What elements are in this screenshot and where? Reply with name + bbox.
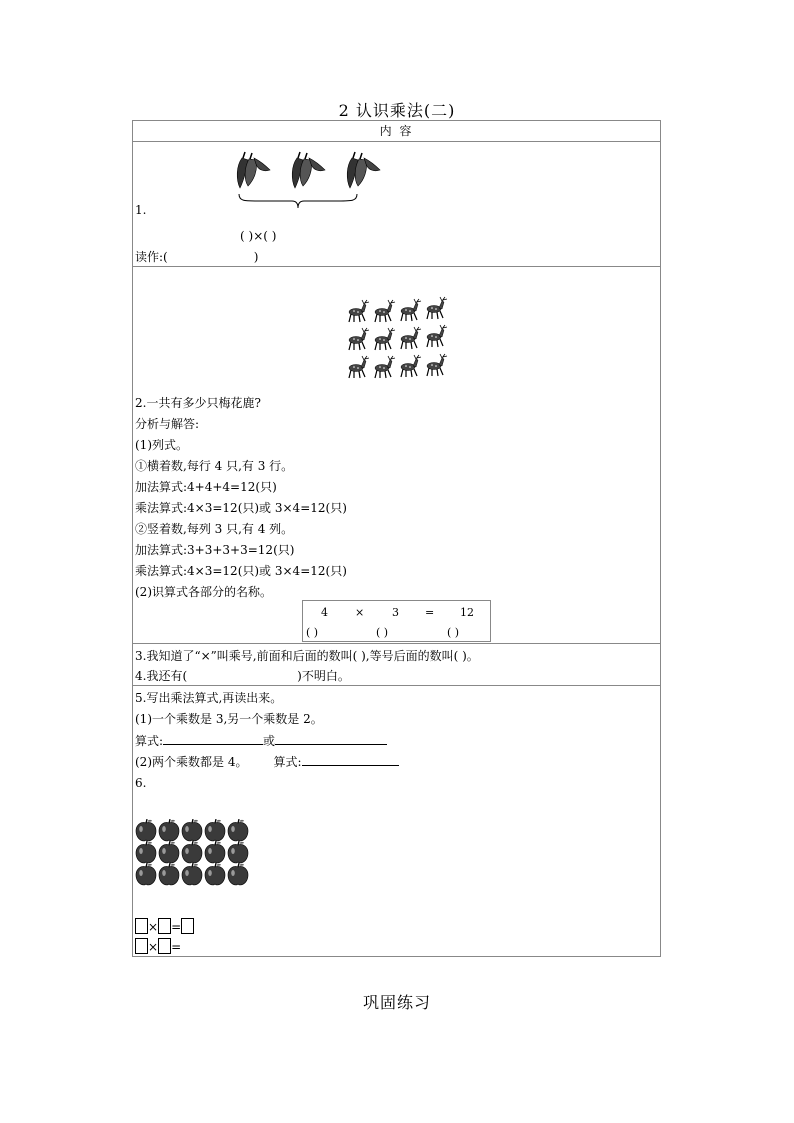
table-header: 内 容 <box>379 124 414 138</box>
q6-formula-2: × = <box>135 938 181 956</box>
q5-part1-formula: 算式: 或 <box>135 733 387 748</box>
divider <box>132 643 661 644</box>
q2-line: ①横着数,每行 4 只,有 3 行。 <box>135 459 294 473</box>
q4-line: 4.我还有( )不明白。 <box>135 669 350 683</box>
answer-box[interactable] <box>158 918 171 934</box>
q5-part1: (1)一个乘数是 3,另一个乘数是 2。 <box>135 712 323 726</box>
q2-line: 2.一共有多少只梅花鹿? <box>135 396 261 410</box>
divider <box>132 266 661 267</box>
divider <box>132 685 661 686</box>
q2-line: ②竖着数,每列 3 只,有 4 列。 <box>135 522 294 536</box>
q2-line: 乘法算式:4×3=12(只)或 3×4=12(只) <box>135 501 347 515</box>
q1-factor-blank[interactable]: ( ) <box>263 229 277 243</box>
q2-line: 分析与解答: <box>135 417 200 431</box>
answer-blank[interactable] <box>302 754 399 766</box>
q5-title: 5.写出乘法算式,再读出来。 <box>135 691 283 705</box>
part-name-blank[interactable]: ( ) <box>447 626 460 639</box>
q6-formula-1: × = <box>135 918 194 936</box>
page-title: 2 认识乘法(二) <box>338 101 456 120</box>
q2-line: 加法算式:4+4+4=12(只) <box>135 480 277 494</box>
section-footer: 巩固练习 <box>362 993 431 1012</box>
answer-box[interactable] <box>135 938 148 954</box>
answer-blank[interactable] <box>275 733 387 745</box>
part-name-blank[interactable]: ( ) <box>306 626 319 639</box>
pepper-picture <box>234 150 384 195</box>
part-name-blank[interactable]: ( ) <box>376 626 389 639</box>
answer-blank[interactable] <box>163 733 263 745</box>
formula-parts-table: 4 × 3 = 12 ( ) ( ) ( ) <box>302 600 491 642</box>
q1-formula <box>240 229 276 243</box>
answer-box[interactable] <box>135 918 148 934</box>
q2-line: (1)列式。 <box>135 438 188 452</box>
q6-label: 6. <box>135 776 147 790</box>
q1-factor-blank[interactable]: ( ) <box>240 229 254 243</box>
q2-line: 乘法算式:4×3=12(只)或 3×4=12(只) <box>135 564 347 578</box>
q1-label: 1. <box>135 203 147 217</box>
q5-part2: (2)两个乘数都是 4。 算式: <box>135 754 399 769</box>
times-sign: × <box>253 229 264 243</box>
answer-box[interactable] <box>158 938 171 954</box>
q1-read-line: 读作:( ) <box>135 250 259 264</box>
q2-line: 加法算式:3+3+3+3=12(只) <box>135 543 295 557</box>
apple-picture <box>135 819 249 887</box>
q3-line: 3.我知道了“×”叫乘号,前面和后面的数叫( ),等号后面的数叫( )。 <box>135 649 479 663</box>
deer-picture <box>345 296 449 380</box>
brace-icon <box>238 193 358 209</box>
answer-box[interactable] <box>181 918 194 934</box>
q2-line: (2)识算式各部分的名称。 <box>135 585 272 599</box>
divider <box>132 141 661 142</box>
